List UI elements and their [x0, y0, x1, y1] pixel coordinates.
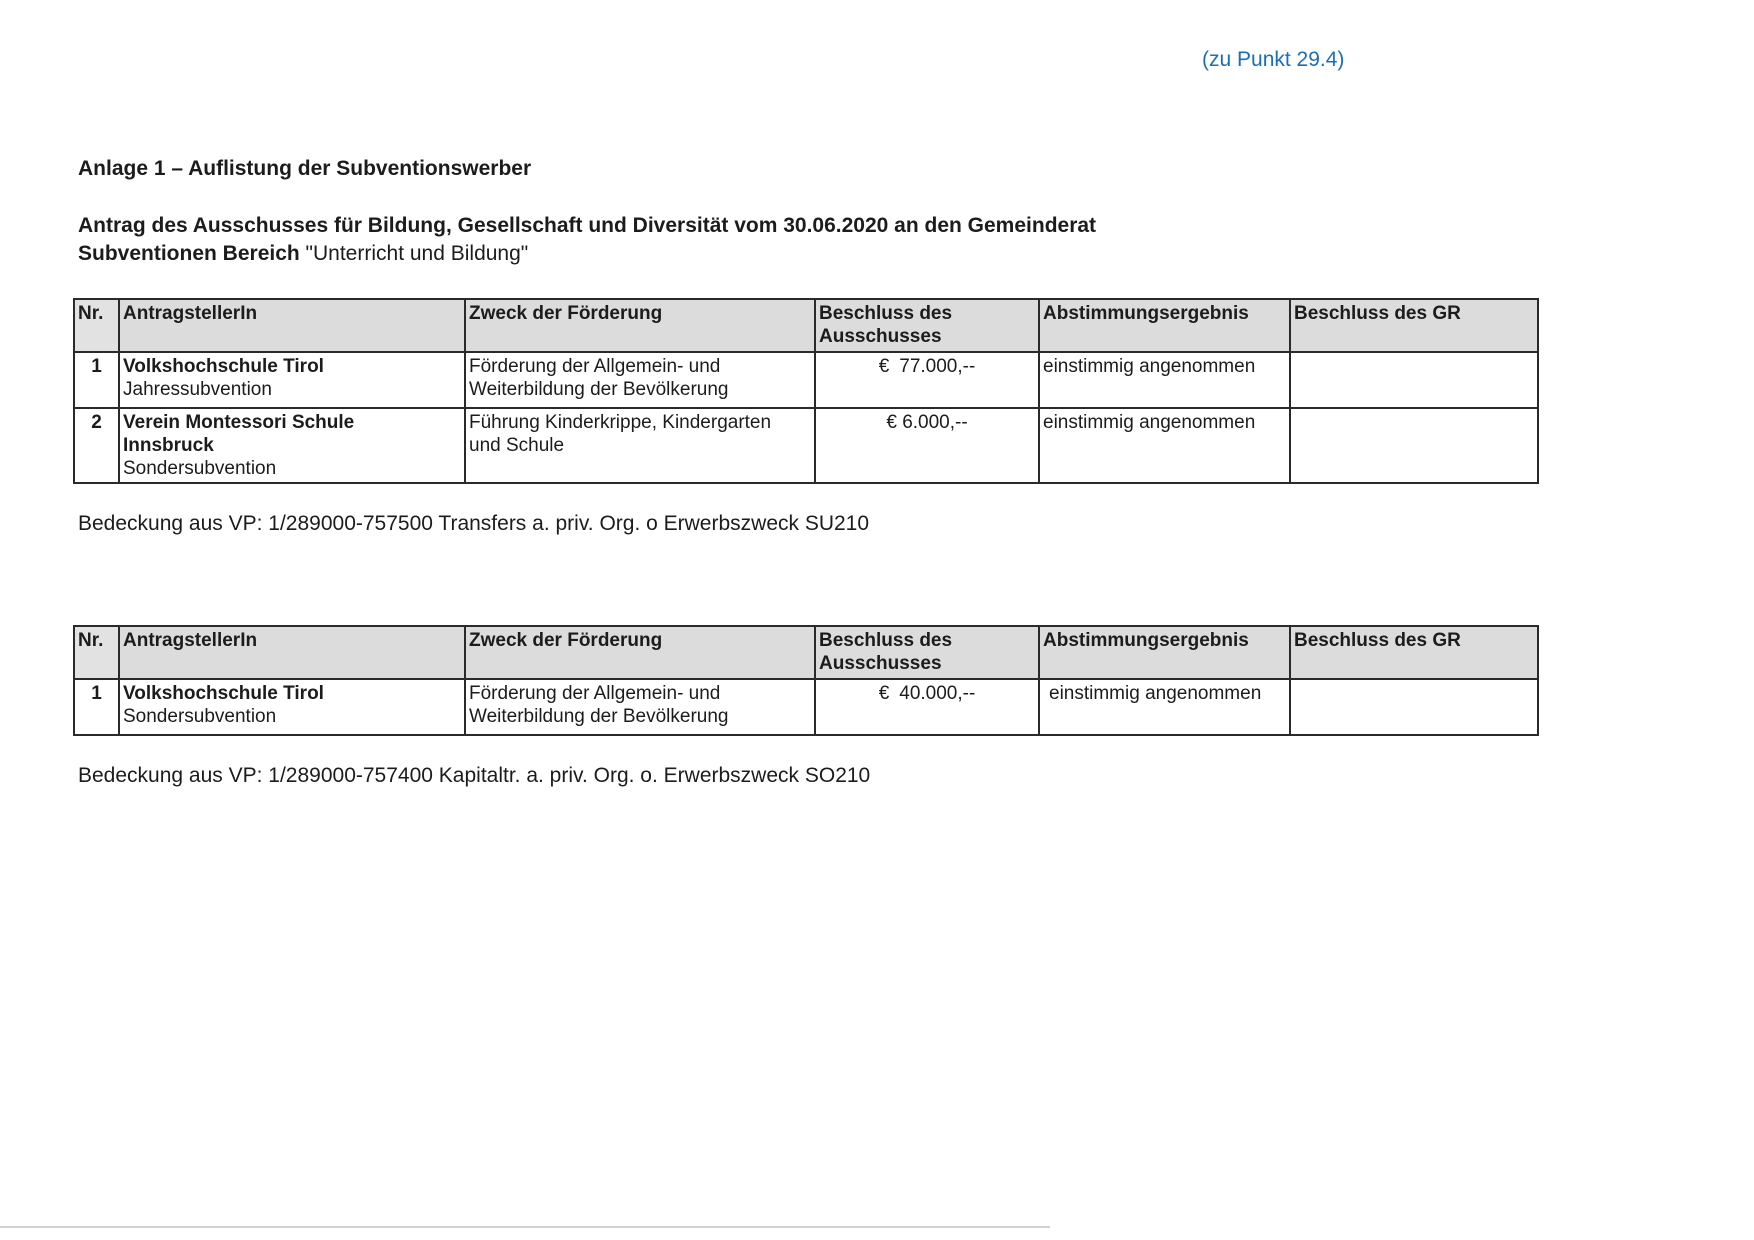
purpose-line: und Schule — [469, 435, 565, 456]
amount-value: 6.000,-- — [902, 412, 968, 433]
purpose-line: Förderung der Allgemein- und — [469, 683, 721, 704]
amount-cell — [815, 408, 1039, 483]
row-number: 1 — [74, 352, 119, 408]
applicant-cell — [119, 352, 465, 408]
vote-cell: einstimmig angenommen — [1039, 352, 1290, 408]
purpose-line: Führung Kinderkrippe, Kindergarten — [469, 412, 772, 433]
row-number: 1 — [74, 679, 119, 735]
council-cell — [1290, 352, 1538, 408]
page-reference: (zu Punkt 29.4) — [1202, 48, 1345, 71]
council-cell — [1290, 408, 1538, 483]
column-header-vote: Abstimmungsergebnis — [1039, 299, 1290, 352]
column-header-applicant: AntragstellerIn — [119, 626, 465, 679]
amount-value: 40.000,-- — [899, 683, 976, 704]
request-line: Antrag des Ausschusses für Bildung, Gesellschaft und Diversität vom 30.06.2020 an den Gemeinderat — [78, 214, 1097, 237]
document-title: Anlage 1 – Auflistung der Subventionswerber — [78, 157, 532, 180]
purpose-line: Förderung der Allgemein- und — [469, 356, 721, 377]
column-header-nr: Nr. — [74, 299, 119, 352]
purpose-cell — [465, 679, 815, 735]
table-row — [74, 679, 1538, 735]
subsidy-type: Jahressubvention — [123, 379, 272, 400]
table-row — [74, 352, 1538, 408]
column-header-committee — [815, 299, 1039, 352]
table-row — [74, 408, 1538, 483]
applicant-name: Volkshochschule Tirol — [123, 356, 324, 377]
applicant-name-continued: Innsbruck — [123, 435, 214, 456]
currency-symbol: € — [886, 412, 897, 433]
column-header-committee — [815, 626, 1039, 679]
section-label: Subventionen Bereich — [78, 242, 300, 265]
column-header-committee-line2: Ausschusses — [819, 326, 942, 347]
column-header-council: Beschluss des GR — [1290, 626, 1538, 679]
scan-edge-line — [0, 1226, 1050, 1228]
column-header-council: Beschluss des GR — [1290, 299, 1538, 352]
section-line — [78, 242, 528, 266]
column-header-committee-line2: Ausschusses — [819, 653, 942, 674]
table-header-row — [74, 299, 1538, 352]
applicant-cell — [119, 679, 465, 735]
subsidy-table-2 — [73, 625, 1539, 736]
subsidy-table-1 — [73, 298, 1539, 484]
council-cell — [1290, 679, 1538, 735]
subsidy-type: Sondersubvention — [123, 458, 277, 479]
column-header-vote: Abstimmungsergebnis — [1039, 626, 1290, 679]
purpose-cell — [465, 408, 815, 483]
currency-symbol: € — [878, 356, 890, 377]
coverage-note: Bedeckung aus VP: 1/289000-757500 Transfers a. priv. Org. o Erwerbszweck SU210 — [78, 512, 870, 535]
applicant-cell — [119, 408, 465, 483]
purpose-cell — [465, 352, 815, 408]
purpose-line: Weiterbildung der Bevölkerung — [469, 379, 729, 400]
column-header-purpose: Zweck der Förderung — [465, 299, 815, 352]
subsidy-type: Sondersubvention — [123, 706, 277, 727]
purpose-line: Weiterbildung der Bevölkerung — [469, 706, 729, 727]
vote-cell: einstimmig angenommen — [1039, 679, 1290, 735]
amount-cell — [815, 352, 1039, 408]
section-name: "Unterricht und Bildung" — [299, 242, 529, 265]
column-header-purpose: Zweck der Förderung — [465, 626, 815, 679]
row-number: 2 — [74, 408, 119, 483]
coverage-note: Bedeckung aus VP: 1/289000-757400 Kapitaltr. a. priv. Org. o. Erwerbszweck SO210 — [78, 764, 871, 787]
amount-cell — [815, 679, 1039, 735]
applicant-name: Volkshochschule Tirol — [123, 683, 324, 704]
amount-value: 77.000,-- — [899, 356, 976, 377]
table-header-row — [74, 626, 1538, 679]
column-header-committee-line1: Beschluss des — [819, 303, 953, 324]
currency-symbol: € — [878, 683, 890, 704]
applicant-name: Verein Montessori Schule — [123, 412, 355, 433]
column-header-nr: Nr. — [74, 626, 119, 679]
vote-cell: einstimmig angenommen — [1039, 408, 1290, 483]
column-header-applicant: AntragstellerIn — [119, 299, 465, 352]
column-header-committee-line1: Beschluss des — [819, 630, 953, 651]
